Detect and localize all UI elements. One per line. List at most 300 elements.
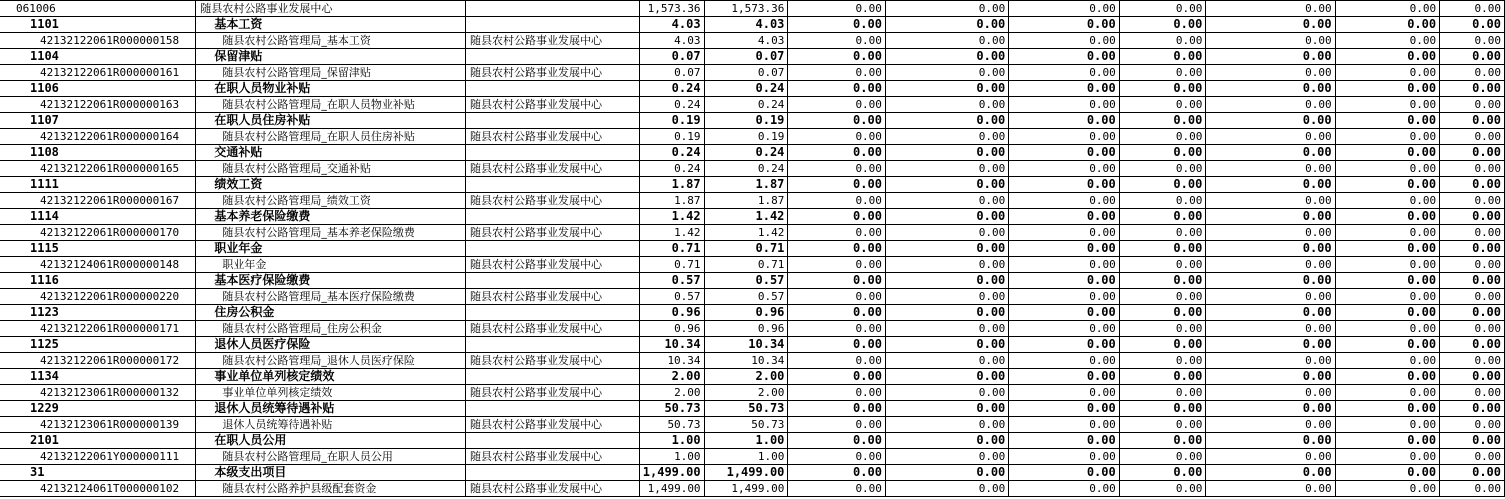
amount-cell[interactable]: 0.00: [1335, 129, 1439, 145]
amount-cell[interactable]: 0.00: [1440, 385, 1505, 401]
amount-cell[interactable]: 0.00: [788, 209, 886, 225]
code-cell[interactable]: 1104: [0, 49, 196, 65]
code-cell[interactable]: 1134: [0, 369, 196, 385]
code-cell[interactable]: 42132122061R000000170: [0, 225, 196, 241]
amount-cell[interactable]: 1.42: [704, 225, 788, 241]
amount-cell[interactable]: 0.00: [1009, 385, 1119, 401]
amount-cell[interactable]: 0.00: [1440, 97, 1505, 113]
amount-cell[interactable]: 0.00: [885, 273, 1008, 289]
amount-cell[interactable]: 0.00: [1009, 305, 1119, 321]
code-cell[interactable]: 1106: [0, 81, 196, 97]
code-cell[interactable]: 1123: [0, 305, 196, 321]
amount-cell[interactable]: 1.00: [704, 433, 788, 449]
amount-cell[interactable]: 4.03: [639, 17, 704, 33]
amount-cell[interactable]: 0.00: [1335, 49, 1439, 65]
unit-cell[interactable]: 随县农村公路事业发展中心: [466, 257, 640, 273]
unit-cell[interactable]: [466, 49, 640, 65]
amount-cell[interactable]: 0.00: [1440, 193, 1505, 209]
code-cell[interactable]: 42132122061R000000161: [0, 65, 196, 81]
amount-cell[interactable]: 0.00: [1009, 193, 1119, 209]
amount-cell[interactable]: 0.00: [1009, 113, 1119, 129]
amount-cell[interactable]: 0.00: [1119, 65, 1206, 81]
code-cell[interactable]: 1107: [0, 113, 196, 129]
unit-cell[interactable]: 随县农村公路事业发展中心: [466, 385, 640, 401]
amount-cell[interactable]: 0.24: [639, 81, 704, 97]
amount-cell[interactable]: 0.00: [788, 97, 886, 113]
amount-cell[interactable]: 0.00: [1206, 369, 1335, 385]
amount-cell[interactable]: 0.07: [704, 49, 788, 65]
name-cell[interactable]: 交通补贴: [196, 145, 466, 161]
amount-cell[interactable]: 0.00: [1009, 337, 1119, 353]
amount-cell[interactable]: 0.00: [1335, 337, 1439, 353]
amount-cell[interactable]: 0.00: [1119, 369, 1206, 385]
amount-cell[interactable]: 0.57: [639, 273, 704, 289]
unit-cell[interactable]: 随县农村公路事业发展中心: [466, 449, 640, 465]
amount-cell[interactable]: 0.00: [788, 257, 886, 273]
code-cell[interactable]: 42132122061R000000164: [0, 129, 196, 145]
amount-cell[interactable]: 0.00: [885, 257, 1008, 273]
amount-cell[interactable]: 1,499.00: [704, 481, 788, 497]
name-cell[interactable]: 本级支出项目: [196, 465, 466, 481]
amount-cell[interactable]: 0.00: [1009, 449, 1119, 465]
amount-cell[interactable]: 0.00: [885, 401, 1008, 417]
amount-cell[interactable]: 0.00: [1009, 241, 1119, 257]
amount-cell[interactable]: 0.00: [1119, 401, 1206, 417]
amount-cell[interactable]: 0.00: [1335, 465, 1439, 481]
amount-cell[interactable]: 0.00: [1440, 241, 1505, 257]
amount-cell[interactable]: 0.00: [1440, 225, 1505, 241]
amount-cell[interactable]: 0.00: [885, 33, 1008, 49]
amount-cell[interactable]: 0.00: [885, 241, 1008, 257]
amount-cell[interactable]: 10.34: [639, 337, 704, 353]
amount-cell[interactable]: 0.00: [1119, 417, 1206, 433]
amount-cell[interactable]: 0.00: [1009, 97, 1119, 113]
amount-cell[interactable]: 0.00: [885, 305, 1008, 321]
name-cell[interactable]: 在职人员公用: [196, 433, 466, 449]
amount-cell[interactable]: 0.00: [1206, 289, 1335, 305]
amount-cell[interactable]: 0.00: [788, 449, 886, 465]
code-cell[interactable]: 42132122061R000000220: [0, 289, 196, 305]
name-cell[interactable]: 随县农村公路管理局_住房公积金: [196, 321, 466, 337]
amount-cell[interactable]: 0.00: [1119, 481, 1206, 497]
amount-cell[interactable]: 0.00: [1335, 17, 1439, 33]
amount-cell[interactable]: 0.00: [1206, 401, 1335, 417]
unit-cell[interactable]: 随县农村公路事业发展中心: [466, 481, 640, 497]
amount-cell[interactable]: 1,499.00: [704, 465, 788, 481]
amount-cell[interactable]: 0.00: [1206, 161, 1335, 177]
amount-cell[interactable]: 0.24: [639, 145, 704, 161]
amount-cell[interactable]: 0.00: [788, 129, 886, 145]
unit-cell[interactable]: [466, 273, 640, 289]
amount-cell[interactable]: 0.00: [1440, 465, 1505, 481]
amount-cell[interactable]: 0.00: [1440, 145, 1505, 161]
amount-cell[interactable]: 0.71: [639, 257, 704, 273]
amount-cell[interactable]: 0.00: [1335, 209, 1439, 225]
code-cell[interactable]: 1108: [0, 145, 196, 161]
name-cell[interactable]: 退休人员医疗保险: [196, 337, 466, 353]
amount-cell[interactable]: 0.00: [1206, 465, 1335, 481]
amount-cell[interactable]: 0.00: [1335, 97, 1439, 113]
amount-cell[interactable]: 0.00: [1206, 49, 1335, 65]
unit-cell[interactable]: [466, 145, 640, 161]
name-cell[interactable]: 在职人员物业补贴: [196, 81, 466, 97]
amount-cell[interactable]: 4.03: [704, 17, 788, 33]
amount-cell[interactable]: 0.00: [1119, 193, 1206, 209]
amount-cell[interactable]: 0.00: [1440, 353, 1505, 369]
amount-cell[interactable]: 0.00: [1119, 209, 1206, 225]
amount-cell[interactable]: 0.24: [639, 97, 704, 113]
amount-cell[interactable]: 0.00: [1119, 449, 1206, 465]
amount-cell[interactable]: 0.00: [1335, 145, 1439, 161]
amount-cell[interactable]: 0.00: [1206, 65, 1335, 81]
amount-cell[interactable]: 0.00: [1119, 337, 1206, 353]
unit-cell[interactable]: [466, 401, 640, 417]
code-cell[interactable]: 42132123061R000000139: [0, 417, 196, 433]
amount-cell[interactable]: 50.73: [704, 401, 788, 417]
amount-cell[interactable]: 0.00: [1335, 257, 1439, 273]
amount-cell[interactable]: 1,573.36: [639, 1, 704, 17]
amount-cell[interactable]: 0.00: [1335, 353, 1439, 369]
amount-cell[interactable]: 0.00: [1206, 145, 1335, 161]
name-cell[interactable]: 随县农村公路管理局_在职人员物业补贴: [196, 97, 466, 113]
amount-cell[interactable]: 0.96: [639, 321, 704, 337]
amount-cell[interactable]: 1,573.36: [704, 1, 788, 17]
unit-cell[interactable]: 随县农村公路事业发展中心: [466, 97, 640, 113]
amount-cell[interactable]: 0.00: [885, 417, 1008, 433]
amount-cell[interactable]: 0.00: [1119, 145, 1206, 161]
amount-cell[interactable]: 0.00: [1335, 305, 1439, 321]
amount-cell[interactable]: 0.19: [639, 129, 704, 145]
amount-cell[interactable]: 0.00: [1335, 369, 1439, 385]
amount-cell[interactable]: 0.00: [788, 193, 886, 209]
amount-cell[interactable]: 0.00: [1119, 129, 1206, 145]
amount-cell[interactable]: 0.00: [885, 337, 1008, 353]
amount-cell[interactable]: 0.00: [1119, 353, 1206, 369]
unit-cell[interactable]: 随县农村公路事业发展中心: [466, 353, 640, 369]
amount-cell[interactable]: 0.00: [1206, 97, 1335, 113]
amount-cell[interactable]: 0.00: [1335, 289, 1439, 305]
amount-cell[interactable]: 0.00: [885, 193, 1008, 209]
amount-cell[interactable]: 0.00: [788, 465, 886, 481]
amount-cell[interactable]: 10.34: [704, 353, 788, 369]
amount-cell[interactable]: 0.00: [788, 321, 886, 337]
amount-cell[interactable]: 0.00: [1009, 177, 1119, 193]
amount-cell[interactable]: 1.87: [704, 177, 788, 193]
amount-cell[interactable]: 0.00: [1440, 49, 1505, 65]
unit-cell[interactable]: [466, 241, 640, 257]
amount-cell[interactable]: 0.00: [1440, 65, 1505, 81]
amount-cell[interactable]: 0.00: [1335, 481, 1439, 497]
amount-cell[interactable]: 0.00: [1206, 33, 1335, 49]
amount-cell[interactable]: 1.87: [704, 193, 788, 209]
amount-cell[interactable]: 0.00: [1009, 161, 1119, 177]
amount-cell[interactable]: 0.00: [1119, 161, 1206, 177]
amount-cell[interactable]: 0.00: [885, 1, 1008, 17]
amount-cell[interactable]: 0.00: [885, 433, 1008, 449]
amount-cell[interactable]: 0.00: [885, 321, 1008, 337]
amount-cell[interactable]: 0.00: [1009, 273, 1119, 289]
amount-cell[interactable]: 0.24: [704, 97, 788, 113]
amount-cell[interactable]: 0.00: [1335, 433, 1439, 449]
amount-cell[interactable]: 0.00: [1440, 33, 1505, 49]
amount-cell[interactable]: 0.00: [1206, 257, 1335, 273]
amount-cell[interactable]: 0.00: [788, 401, 886, 417]
code-cell[interactable]: 1116: [0, 273, 196, 289]
amount-cell[interactable]: 0.00: [1009, 209, 1119, 225]
amount-cell[interactable]: 0.00: [1009, 481, 1119, 497]
amount-cell[interactable]: 0.00: [788, 241, 886, 257]
amount-cell[interactable]: 0.00: [788, 225, 886, 241]
amount-cell[interactable]: 0.00: [1009, 17, 1119, 33]
code-cell[interactable]: 31: [0, 465, 196, 481]
amount-cell[interactable]: 0.00: [1206, 129, 1335, 145]
amount-cell[interactable]: 0.00: [885, 465, 1008, 481]
amount-cell[interactable]: 0.00: [1440, 161, 1505, 177]
code-cell[interactable]: 42132122061R000000167: [0, 193, 196, 209]
amount-cell[interactable]: 0.00: [1206, 177, 1335, 193]
amount-cell[interactable]: 0.00: [1335, 321, 1439, 337]
code-cell[interactable]: 42132124061R000000148: [0, 257, 196, 273]
amount-cell[interactable]: 0.24: [704, 161, 788, 177]
amount-cell[interactable]: 0.00: [1119, 257, 1206, 273]
amount-cell[interactable]: 0.00: [1440, 417, 1505, 433]
code-cell[interactable]: 1111: [0, 177, 196, 193]
amount-cell[interactable]: 0.00: [1335, 81, 1439, 97]
name-cell[interactable]: 基本工资: [196, 17, 466, 33]
amount-cell[interactable]: 0.00: [1440, 129, 1505, 145]
name-cell[interactable]: 退休人员统筹待遇补贴: [196, 401, 466, 417]
amount-cell[interactable]: 0.00: [1206, 273, 1335, 289]
amount-cell[interactable]: 0.00: [885, 289, 1008, 305]
amount-cell[interactable]: 0.00: [1440, 337, 1505, 353]
amount-cell[interactable]: 0.00: [1440, 209, 1505, 225]
amount-cell[interactable]: 0.19: [639, 113, 704, 129]
amount-cell[interactable]: 0.00: [1206, 1, 1335, 17]
unit-cell[interactable]: 随县农村公路事业发展中心: [466, 289, 640, 305]
code-cell[interactable]: 42132122061R000000163: [0, 97, 196, 113]
amount-cell[interactable]: 0.00: [788, 65, 886, 81]
amount-cell[interactable]: 1.87: [639, 193, 704, 209]
amount-cell[interactable]: 0.00: [1335, 177, 1439, 193]
amount-cell[interactable]: 0.00: [1009, 289, 1119, 305]
amount-cell[interactable]: 0.07: [704, 65, 788, 81]
amount-cell[interactable]: 0.00: [1335, 401, 1439, 417]
amount-cell[interactable]: 0.00: [1009, 145, 1119, 161]
name-cell[interactable]: 随县农村公路管理局_基本养老保险缴费: [196, 225, 466, 241]
unit-cell[interactable]: [466, 465, 640, 481]
amount-cell[interactable]: 0.00: [1119, 17, 1206, 33]
code-cell[interactable]: 1229: [0, 401, 196, 417]
name-cell[interactable]: 随县农村公路管理局_基本医疗保险缴费: [196, 289, 466, 305]
name-cell[interactable]: 随县农村公路管理局_交通补贴: [196, 161, 466, 177]
amount-cell[interactable]: 0.00: [1009, 465, 1119, 481]
amount-cell[interactable]: 0.00: [788, 81, 886, 97]
unit-cell[interactable]: 随县农村公路事业发展中心: [466, 65, 640, 81]
amount-cell[interactable]: 2.00: [639, 369, 704, 385]
amount-cell[interactable]: 0.00: [788, 145, 886, 161]
amount-cell[interactable]: 0.00: [1119, 289, 1206, 305]
amount-cell[interactable]: 0.00: [788, 49, 886, 65]
amount-cell[interactable]: 0.00: [885, 129, 1008, 145]
amount-cell[interactable]: 0.00: [788, 433, 886, 449]
amount-cell[interactable]: 1,499.00: [639, 481, 704, 497]
code-cell[interactable]: 061006: [0, 1, 196, 17]
amount-cell[interactable]: 0.00: [1119, 433, 1206, 449]
amount-cell[interactable]: 0.00: [1206, 81, 1335, 97]
name-cell[interactable]: 随县农村公路管理局_基本工资: [196, 33, 466, 49]
amount-cell[interactable]: 0.00: [885, 145, 1008, 161]
amount-cell[interactable]: 0.00: [788, 177, 886, 193]
amount-cell[interactable]: 0.00: [788, 273, 886, 289]
unit-cell[interactable]: [466, 113, 640, 129]
amount-cell[interactable]: 0.00: [1440, 273, 1505, 289]
amount-cell[interactable]: 0.71: [704, 257, 788, 273]
amount-cell[interactable]: 0.00: [788, 353, 886, 369]
amount-cell[interactable]: 0.00: [1119, 177, 1206, 193]
unit-cell[interactable]: 随县农村公路事业发展中心: [466, 33, 640, 49]
name-cell[interactable]: 退休人员统筹待遇补贴: [196, 417, 466, 433]
name-cell[interactable]: 职业年金: [196, 241, 466, 257]
amount-cell[interactable]: 0.00: [1119, 49, 1206, 65]
amount-cell[interactable]: 0.00: [885, 369, 1008, 385]
amount-cell[interactable]: 50.73: [704, 417, 788, 433]
amount-cell[interactable]: 2.00: [639, 385, 704, 401]
code-cell[interactable]: 1114: [0, 209, 196, 225]
amount-cell[interactable]: 0.00: [1206, 321, 1335, 337]
amount-cell[interactable]: 1.00: [639, 449, 704, 465]
amount-cell[interactable]: 10.34: [704, 337, 788, 353]
amount-cell[interactable]: 0.00: [788, 33, 886, 49]
amount-cell[interactable]: 0.24: [639, 161, 704, 177]
amount-cell[interactable]: 0.00: [1440, 321, 1505, 337]
amount-cell[interactable]: 0.00: [1335, 193, 1439, 209]
amount-cell[interactable]: 0.00: [1335, 225, 1439, 241]
name-cell[interactable]: 随县农村公路管理局_在职人员公用: [196, 449, 466, 465]
amount-cell[interactable]: 0.00: [885, 385, 1008, 401]
amount-cell[interactable]: 0.00: [1119, 241, 1206, 257]
amount-cell[interactable]: 0.96: [704, 321, 788, 337]
amount-cell[interactable]: 10.34: [639, 353, 704, 369]
amount-cell[interactable]: 0.00: [1206, 305, 1335, 321]
amount-cell[interactable]: 0.00: [1009, 225, 1119, 241]
amount-cell[interactable]: 1.00: [639, 433, 704, 449]
amount-cell[interactable]: 0.00: [1440, 305, 1505, 321]
amount-cell[interactable]: 0.00: [1119, 33, 1206, 49]
amount-cell[interactable]: 0.00: [1440, 449, 1505, 465]
amount-cell[interactable]: 0.00: [885, 177, 1008, 193]
amount-cell[interactable]: 0.00: [788, 385, 886, 401]
name-cell[interactable]: 基本养老保险缴费: [196, 209, 466, 225]
amount-cell[interactable]: 0.00: [1335, 273, 1439, 289]
unit-cell[interactable]: 随县农村公路事业发展中心: [466, 193, 640, 209]
name-cell[interactable]: 随县农村公路事业发展中心: [196, 1, 466, 17]
amount-cell[interactable]: 0.00: [1440, 177, 1505, 193]
name-cell[interactable]: 基本医疗保险缴费: [196, 273, 466, 289]
amount-cell[interactable]: 0.96: [639, 305, 704, 321]
name-cell[interactable]: 随县农村公路管理局_绩效工资: [196, 193, 466, 209]
amount-cell[interactable]: 2.00: [704, 369, 788, 385]
amount-cell[interactable]: 0.00: [1440, 257, 1505, 273]
amount-cell[interactable]: 0.00: [1206, 209, 1335, 225]
amount-cell[interactable]: 0.00: [1440, 1, 1505, 17]
amount-cell[interactable]: 0.00: [788, 289, 886, 305]
amount-cell[interactable]: 0.00: [1440, 401, 1505, 417]
amount-cell[interactable]: 0.00: [1440, 113, 1505, 129]
amount-cell[interactable]: 0.00: [885, 209, 1008, 225]
amount-cell[interactable]: 0.71: [639, 241, 704, 257]
unit-cell[interactable]: 随县农村公路事业发展中心: [466, 321, 640, 337]
name-cell[interactable]: 保留津贴: [196, 49, 466, 65]
code-cell[interactable]: 1101: [0, 17, 196, 33]
amount-cell[interactable]: 0.00: [1440, 369, 1505, 385]
amount-cell[interactable]: 0.00: [1119, 97, 1206, 113]
code-cell[interactable]: 42132122061R000000165: [0, 161, 196, 177]
code-cell[interactable]: 1125: [0, 337, 196, 353]
amount-cell[interactable]: 0.00: [1440, 481, 1505, 497]
code-cell[interactable]: 2101: [0, 433, 196, 449]
amount-cell[interactable]: 0.00: [788, 1, 886, 17]
amount-cell[interactable]: 50.73: [639, 401, 704, 417]
amount-cell[interactable]: 0.00: [885, 481, 1008, 497]
name-cell[interactable]: 事业单位单列核定绩效: [196, 385, 466, 401]
amount-cell[interactable]: 1.42: [704, 209, 788, 225]
amount-cell[interactable]: 0.00: [1440, 433, 1505, 449]
amount-cell[interactable]: 0.00: [788, 481, 886, 497]
amount-cell[interactable]: 0.00: [1119, 321, 1206, 337]
amount-cell[interactable]: 0.00: [1335, 449, 1439, 465]
amount-cell[interactable]: 0.00: [1009, 353, 1119, 369]
unit-cell[interactable]: 随县农村公路事业发展中心: [466, 129, 640, 145]
amount-cell[interactable]: 1.00: [704, 449, 788, 465]
amount-cell[interactable]: 0.00: [885, 49, 1008, 65]
amount-cell[interactable]: 0.07: [639, 65, 704, 81]
amount-cell[interactable]: 0.00: [1119, 1, 1206, 17]
amount-cell[interactable]: 0.00: [788, 337, 886, 353]
code-cell[interactable]: 42132122061Y000000111: [0, 449, 196, 465]
unit-cell[interactable]: [466, 1, 640, 17]
amount-cell[interactable]: 0.00: [1009, 401, 1119, 417]
amount-cell[interactable]: 0.00: [1119, 305, 1206, 321]
amount-cell[interactable]: 0.00: [1009, 65, 1119, 81]
amount-cell[interactable]: 0.00: [1119, 81, 1206, 97]
amount-cell[interactable]: 0.00: [1335, 1, 1439, 17]
amount-cell[interactable]: 0.00: [1440, 289, 1505, 305]
amount-cell[interactable]: 0.00: [1206, 241, 1335, 257]
amount-cell[interactable]: 0.00: [885, 353, 1008, 369]
amount-cell[interactable]: 0.00: [1335, 241, 1439, 257]
code-cell[interactable]: 42132124061T000000102: [0, 481, 196, 497]
amount-cell[interactable]: 0.00: [788, 305, 886, 321]
amount-cell[interactable]: 0.00: [788, 17, 886, 33]
amount-cell[interactable]: 1.87: [639, 177, 704, 193]
unit-cell[interactable]: [466, 81, 640, 97]
amount-cell[interactable]: 0.00: [885, 81, 1008, 97]
code-cell[interactable]: 42132123061R000000132: [0, 385, 196, 401]
amount-cell[interactable]: 0.00: [1335, 33, 1439, 49]
amount-cell[interactable]: 0.00: [1206, 17, 1335, 33]
amount-cell[interactable]: 0.00: [885, 113, 1008, 129]
unit-cell[interactable]: [466, 209, 640, 225]
amount-cell[interactable]: 0.00: [1206, 481, 1335, 497]
amount-cell[interactable]: 0.00: [1119, 113, 1206, 129]
unit-cell[interactable]: 随县农村公路事业发展中心: [466, 161, 640, 177]
amount-cell[interactable]: 0.00: [1206, 449, 1335, 465]
amount-cell[interactable]: 2.00: [704, 385, 788, 401]
amount-cell[interactable]: 0.00: [1009, 81, 1119, 97]
amount-cell[interactable]: 0.00: [1119, 273, 1206, 289]
amount-cell[interactable]: 1,499.00: [639, 465, 704, 481]
amount-cell[interactable]: 0.00: [1009, 1, 1119, 17]
